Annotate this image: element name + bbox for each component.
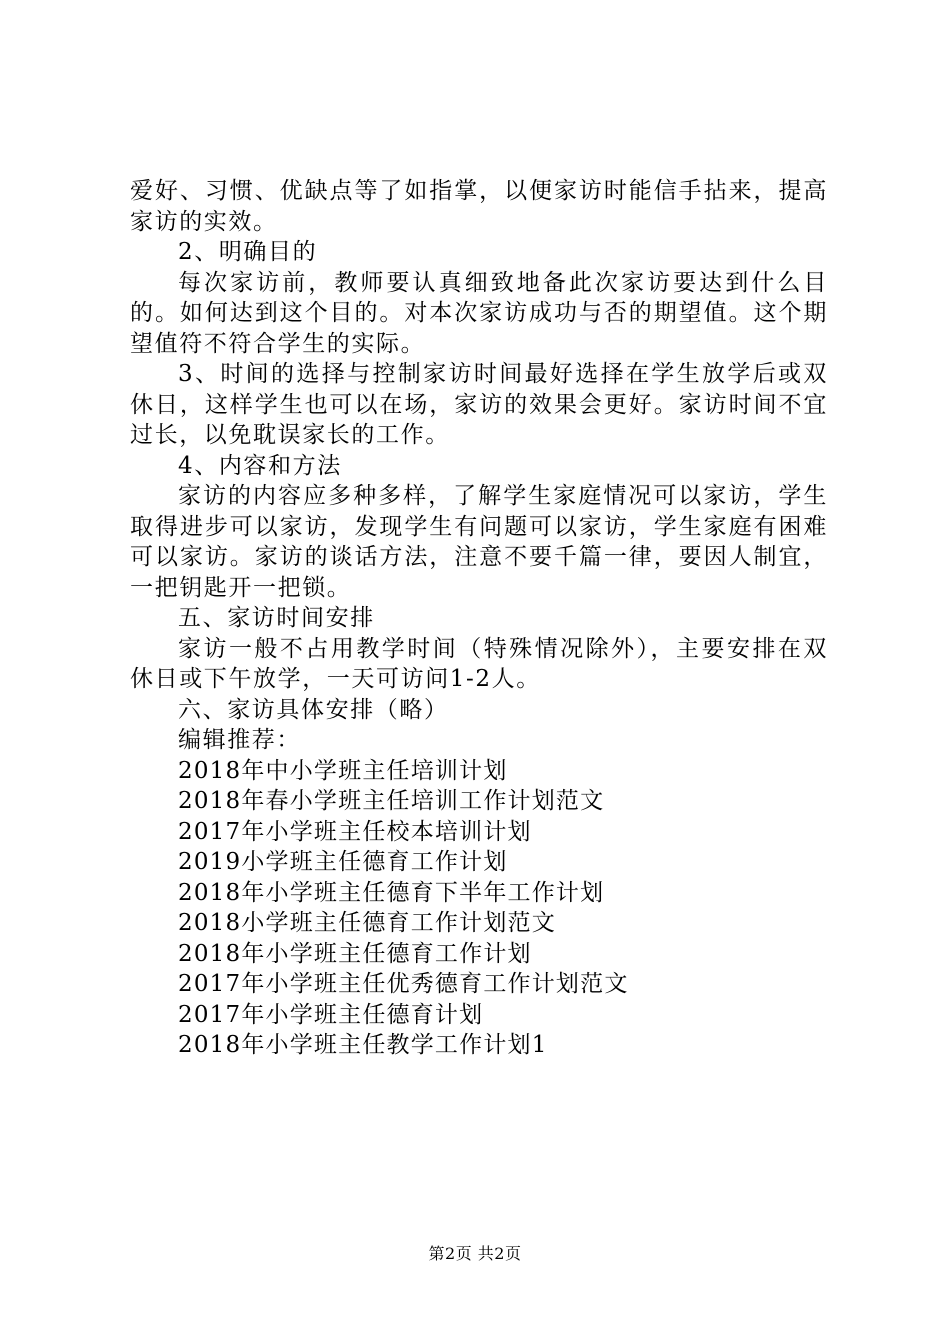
- recommendation-link[interactable]: 2017年小学班主任校本培训计划: [178, 818, 532, 845]
- paragraph-time-selection: 3、时间的选择与控制家访时间最好选择在学生放学后或双休日，这样学生也可以在场，家访的效果会更好。家访时间不宜过长，以免耽误家长的工作。: [130, 361, 828, 448]
- heading-visit-schedule: 五、家访时间安排: [178, 605, 375, 631]
- recommendation-link[interactable]: 2018年小学班主任德育下半年工作计划: [178, 879, 605, 906]
- recommendation-link[interactable]: 2017年小学班主任德育计划: [178, 1001, 484, 1028]
- recommendations-list: [130, 756, 828, 1061]
- recommendation-link[interactable]: 2018年春小学班主任培训工作计划范文: [178, 788, 605, 814]
- recommendation-link[interactable]: 2017年小学班主任优秀德育工作计划范文: [178, 971, 629, 997]
- recommendations-title: 编辑推荐：: [178, 727, 301, 753]
- paragraph-intro-continuation: 爱好、习惯、优缺点等了如指掌，以便家访时能信手拈来，提高家访的实效。: [130, 178, 828, 235]
- paragraph-visit-schedule: 家访一般不占用教学时间（特殊情况除外），主要安排在双休日或下午放学，一天可访问1-2人。: [130, 635, 828, 692]
- recommendation-link[interactable]: 2018年中小学班主任培训计划: [178, 757, 508, 784]
- heading-visit-details: 六、家访具体安排（略）: [178, 696, 449, 723]
- paragraph-clear-purpose: 每次家访前，教师要认真细致地备此次家访要达到什么目的。如何达到这个目的。对本次家访成功与否的期望值。这个期望值符不符合学生的实际。: [130, 269, 828, 357]
- page-footer: 第2页 共2页: [428, 1244, 522, 1263]
- recommendation-link[interactable]: 2019小学班主任德育工作计划: [178, 849, 508, 875]
- paragraph-content-methods: 家访的内容应多种多样，了解学生家庭情况可以家访，学生取得进步可以家访，发现学生有问题可以家访，学生家庭有困难可以家访。家访的谈话方法，注意不要千篇一律，要因人制宜，一把钥匙开一把锁。: [130, 483, 828, 601]
- document-body: [130, 176, 828, 1061]
- recommendation-link[interactable]: 2018年小学班主任教学工作计划1: [178, 1032, 548, 1058]
- heading-clear-purpose: 2、明确目的: [178, 239, 318, 265]
- heading-content-methods: 4、内容和方法: [178, 452, 342, 479]
- recommendation-link[interactable]: 2018年小学班主任德育工作计划: [178, 940, 532, 967]
- recommendation-link[interactable]: 2018小学班主任德育工作计划范文: [178, 910, 556, 936]
